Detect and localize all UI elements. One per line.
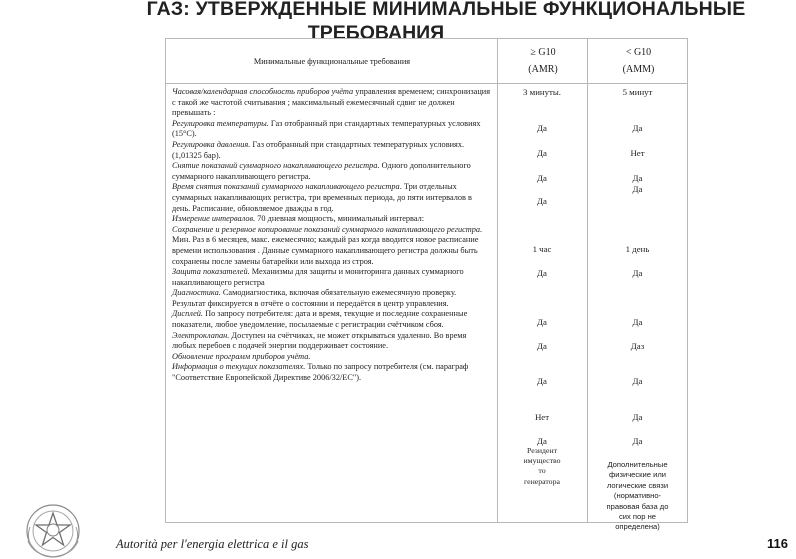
req-register-it: Снятие показаний суммарного накапливающего регистра. — [172, 161, 380, 171]
g2-cell-pressure: Нет — [630, 148, 645, 158]
req-diagnostics-it: Диагностика. — [172, 288, 221, 298]
g2-cell-valve: Да — [632, 412, 643, 422]
g2-cell-interval: 1 день — [625, 244, 650, 254]
req-protection-rest: Механизмы для защиты и мониторинга данных суммарного накапливающего регистра — [172, 267, 464, 287]
g2-info-line6: сих пор не — [618, 512, 657, 522]
g2-cell-backup: Да — [632, 268, 643, 278]
g1-info-line4: генератора — [524, 476, 560, 486]
column-divider-2 — [587, 39, 588, 522]
g2-cell-info — [587, 460, 688, 533]
g1-cell-display: Да — [537, 376, 547, 386]
g1-cell-tou: Да — [537, 196, 547, 206]
g2-cell-diagnostics: Даз — [630, 341, 645, 351]
g2-info-line4: (нормативно- — [613, 491, 662, 501]
header-requirements — [166, 39, 498, 83]
g1-cell-valve: Нет — [534, 412, 550, 422]
g1-info-line2: имущество — [523, 456, 561, 466]
req-valve-it: Электроклапан. — [172, 330, 230, 340]
footer-organization: Autorità per l'energia elettrica e il gas — [116, 537, 309, 551]
req-interval-rest: 70 дневная мощность, минимальный интервал: — [255, 214, 425, 224]
header-requirements-label: Минимальные функциональные требования — [253, 56, 411, 66]
g2-cell-temp: Да — [632, 123, 643, 133]
req-display-it: Дисплей. — [172, 309, 203, 319]
g2-info-line3: логические связи — [606, 480, 669, 490]
g2-cell-time: 5 минут — [622, 87, 653, 97]
req-register-rest: Одного дополнительного суммарного накапливающего регистра. — [172, 161, 471, 181]
req-info-it: Информация о текущих показателях. — [172, 362, 306, 372]
req-info-rest: Только по запросу потребителя (см. параграф "Соответствие Европейской Директиве 2006/32/EC"). — [172, 362, 469, 383]
req-valve-rest: Доступен на счётчиках, не может открываться удаленно. Во время любых перебоев с подачей энергии поддерживает состояние. — [172, 330, 467, 351]
g2-cell-register: Да — [632, 173, 643, 183]
g1-cell-register: Да — [537, 173, 547, 183]
g1-cell-protection: Да — [537, 317, 547, 327]
g2-cell-protection: Да — [632, 317, 643, 327]
header-g10-plus-line2: (AMR) — [528, 64, 558, 75]
req-backup-it: Сохранение и резервное копирование показаний суммарного накапливающего регистра. — [172, 224, 483, 234]
g2-info-line1: Дополнительные — [607, 460, 668, 469]
requirements-table — [165, 38, 688, 523]
g1-cell-time: 3 минуты. — [523, 87, 561, 97]
g1-cell-firmware: Да — [537, 436, 547, 446]
title-line-2: ТРЕБОВАНИЯ — [307, 22, 445, 44]
g1-info-line3: то — [538, 466, 546, 476]
g2-cell-firmware: Да — [632, 436, 643, 446]
italian-emblem-icon — [20, 497, 86, 559]
title-line-1: ГАЗ: УТВЕРЖДЕННЫЕ МИНИМАЛЬНЫЕ ФУНКЦИОНАЛЬНЫЕ — [146, 0, 746, 20]
g1-info-line1: Резидент — [526, 446, 558, 455]
req-time-rest: управления временем; синхронизация с такой же частотой считывания ; максимальный ежемесячный сдвиг не должен превышать : — [172, 87, 491, 118]
g2-cell-tou: Да — [632, 184, 643, 194]
req-firmware-it: Обновление программ приборов учёта. — [172, 351, 311, 361]
g2-info-line2: физические или — [608, 470, 666, 480]
g1-cell-info — [497, 446, 587, 487]
g2-cell-display: Да — [632, 376, 643, 386]
page-number: 116 — [767, 536, 788, 551]
req-pressure-rest: Газ отобранный при стандартных температурных условиях. (1,01325 бар). — [172, 139, 465, 160]
req-display-rest: По запросу потребителя: дата и время, текущие и последние сохраненные показатели, любое уведомление, посылаемые с регистрации счётчиком сбоя. — [172, 309, 468, 330]
req-diagnostics-rest: Самодиагностика, включая обязательную ежемесячную проверку. Результат фиксируется в отчёте о состоянии и передаётся в центр управления. — [172, 288, 457, 308]
g1-cell-temp: Да — [537, 123, 547, 133]
g2-info-line5: правовая база до — [606, 501, 669, 511]
header-g10-minus-line1: < G10 — [625, 47, 652, 58]
header-g10-plus-line1: ≥ G10 — [530, 47, 556, 58]
req-backup-rest: Мин. Раз в 6 месяцев, макс. ежемесячно; каждый раз когда вводится новое расписание времени использования . Данные суммарного накапливающего регистра должны быть сохранены после замены батарейки или выхода из строя. — [172, 235, 479, 266]
header-g10-plus — [498, 39, 588, 83]
req-pressure-it: Регулировка давления. — [172, 139, 251, 149]
g2-info-line7: определена) — [615, 522, 660, 532]
req-temp-rest: Газ отобранный при стандартных температурных условиях (15°C). — [172, 118, 481, 139]
g1-cell-diagnostics: Да — [537, 341, 547, 351]
requirements-description — [172, 87, 490, 384]
header-g10-minus — [588, 39, 689, 83]
g1-cell-pressure: Да — [537, 148, 547, 158]
req-tou-rest: . Три отдельных суммарных накапливающих регистра, три временных периода, до пяти интервалов в день. Расписание, обновляемое дважды в год. — [172, 182, 472, 213]
g1-cell-interval: 1 час — [532, 244, 552, 254]
req-time-it: Часовая/календарная способность приборов учёта — [172, 87, 354, 96]
req-protection-it: Защита показателей. — [172, 267, 250, 277]
g1-cell-backup: Да — [537, 268, 547, 278]
req-temp-it: Регулировка температуры. — [172, 118, 269, 128]
header-g10-minus-line2: (AMM) — [622, 64, 655, 75]
req-interval-it: Измерение интервалов. — [172, 214, 256, 224]
req-tou-it: Время снятия показаний суммарного накапливающего регистра — [172, 182, 400, 192]
